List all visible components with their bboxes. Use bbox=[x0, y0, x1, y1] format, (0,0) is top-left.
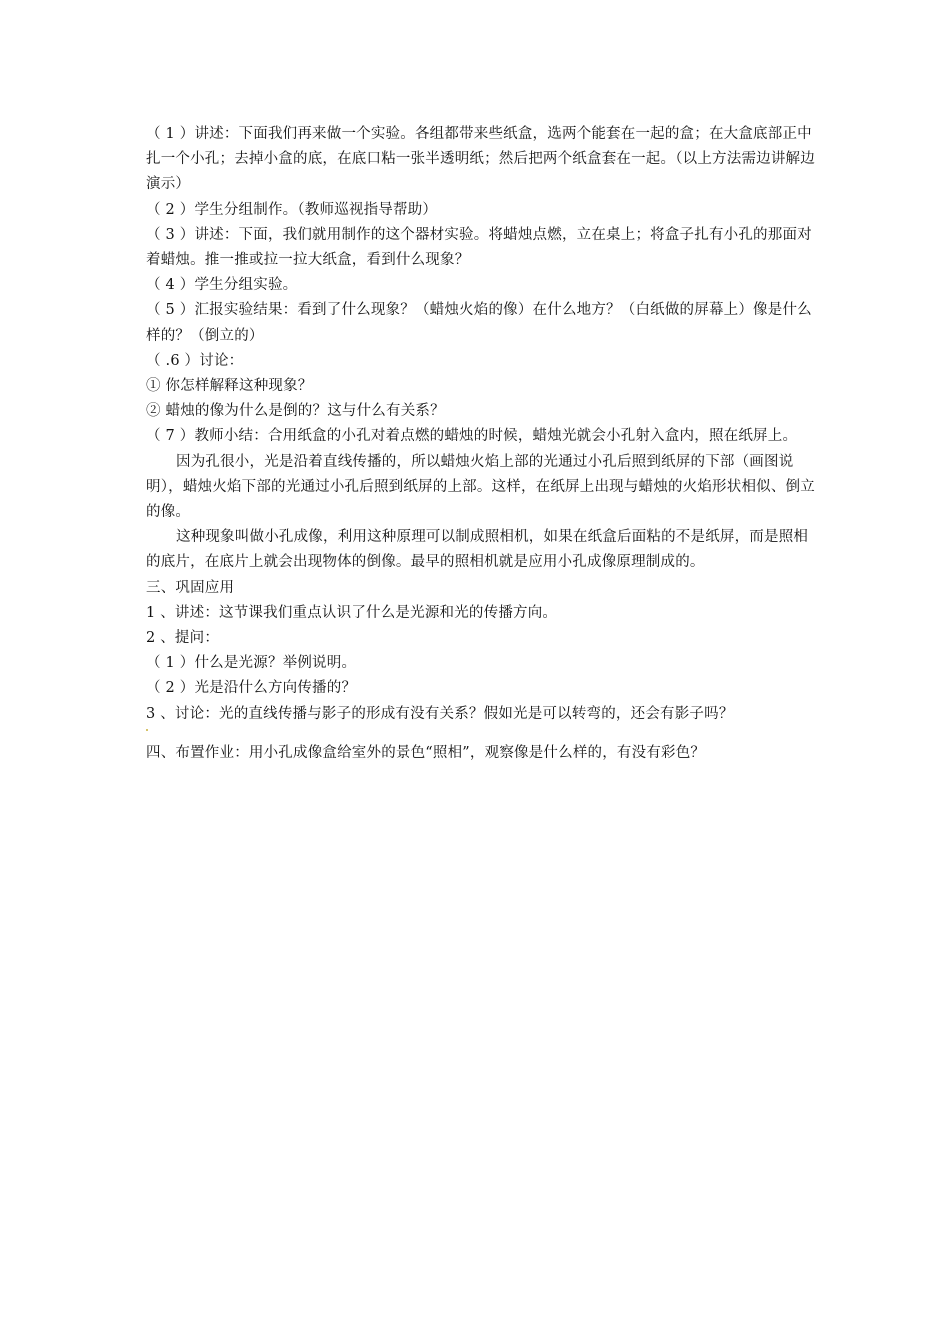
paragraph-teacher-summary: （ 7 ）教师小结：合用纸盒的小孔对着点燃的蜡烛的时候，蜡烛光就会小孔射入盒内，照在纸屏上。 bbox=[146, 428, 798, 445]
paragraph-discussion: （ .6 ）讨论： bbox=[146, 352, 244, 369]
paragraph-pinhole-camera: 这种现象叫做小孔成像，利用这种原理可以制成照相机，如果在纸盒后面粘的不是纸屏，而是照相的底片，在底片上就会出现物体的倒像。最早的照相机就是应用小孔成像原理制成的。 bbox=[146, 529, 809, 571]
paragraph-ask-1: （ 1 ）什么是光源？举例说明。 bbox=[146, 655, 357, 672]
document-body bbox=[146, 122, 816, 766]
paragraph-experiment-intro: （ 1 ）讲述：下面我们再来做一个实验。各组都带来些纸盒，选两个能套在一起的盒；在大盒底部正中扎一个小孔；去掉小盒的底，在底口粘一张半透明纸；然后把两个纸盒套在一起。（以上方法需边讲解边演示） bbox=[146, 126, 815, 193]
paragraph-question-1: ① 你怎样解释这种现象？ bbox=[146, 378, 313, 395]
paragraph-question-2: ② 蜡烛的像为什么是倒的？这与什么有关系？ bbox=[146, 403, 445, 420]
paragraph-ask-2: （ 2 ）光是沿什么方向传播的？ bbox=[146, 680, 357, 697]
paragraph-lecture: 1 、讲述：这节课我们重点认识了什么是光源和光的传播方向。 bbox=[146, 604, 558, 621]
paragraph-group-making: （ 2 ）学生分组制作。（教师巡视指导帮助） bbox=[146, 201, 438, 218]
paragraph-group-experiment: （ 4 ）学生分组实验。 bbox=[146, 277, 298, 294]
section-heading-homework: 四、布置作业：用小孔成像盒给室外的景色“照相”，观察像是什么样的，有没有彩色？ bbox=[146, 744, 706, 761]
paragraph-report-results: （ 5 ）汇报实验结果：看到了什么现象？（蜡烛火焰的像）在什么地方？（白纸做的屏幕上）像是什么样的？（倒立的） bbox=[146, 302, 812, 344]
stray-mark bbox=[146, 727, 816, 741]
paragraph-explanation: 因为孔很小，光是沿着直线传播的，所以蜡烛火焰上部的光通过小孔后照到纸屏的下部（画图说明），蜡烛火焰下部的光通过小孔后照到纸屏的上部。这样，在纸屏上出现与蜡烛的火焰形状相似、倒立的像。 bbox=[146, 453, 815, 521]
paragraph-discussion-shadow: 3 、讨论：光的直线传播与影子的形成有没有关系？假如光是可以转弯的，还会有影子吗？ bbox=[146, 705, 734, 722]
paragraph-ask: 2 、提问： bbox=[146, 630, 220, 647]
section-heading-consolidation: 三、巩固应用 bbox=[146, 579, 235, 596]
paragraph-experiment-steps: （ 3 ）讲述：下面，我们就用制作的这个器材实验。将蜡烛点燃，立在桌上；将盒子扎有小孔的那面对着蜡烛。推一推或拉一拉大纸盒，看到什么现象？ bbox=[146, 226, 812, 269]
